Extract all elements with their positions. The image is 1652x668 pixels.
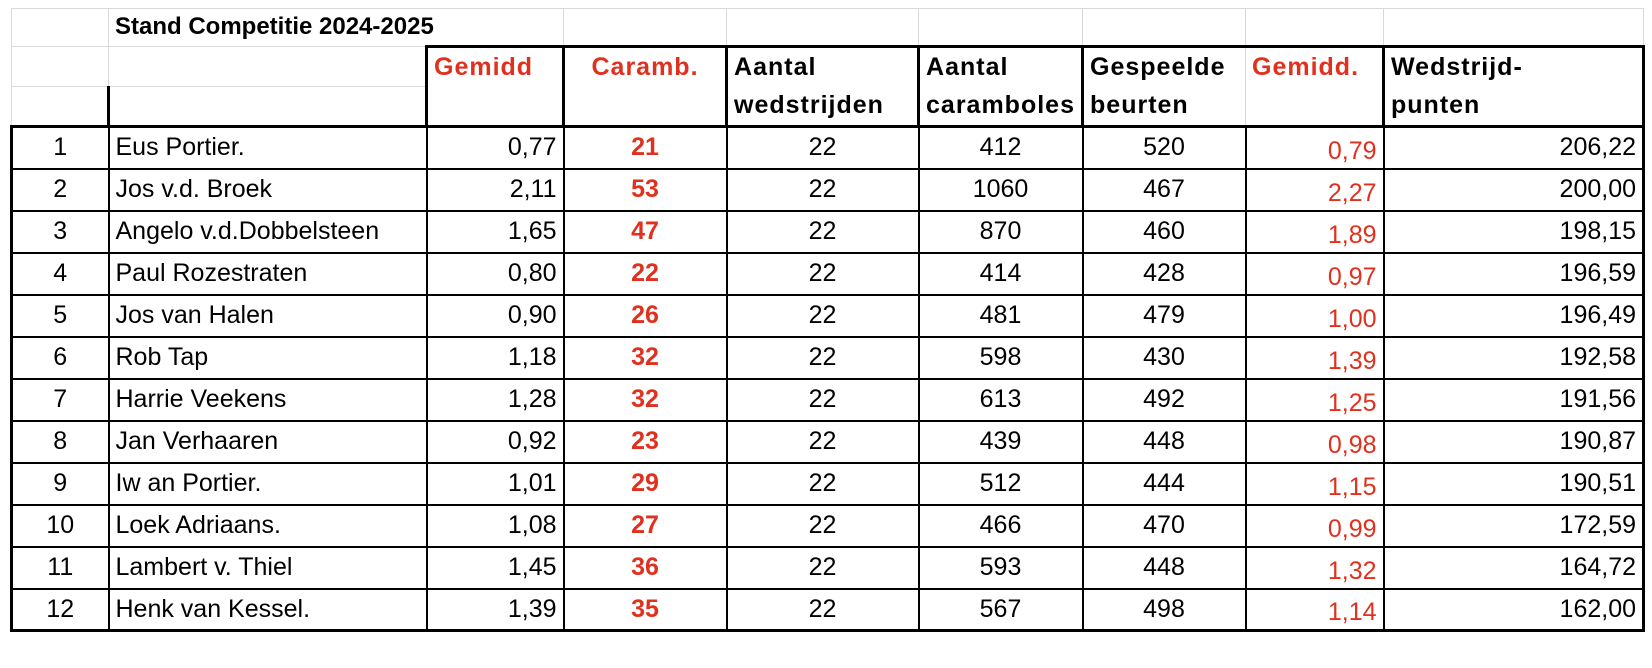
empty-cell bbox=[427, 87, 564, 127]
caramboles-cell: 613 bbox=[919, 379, 1083, 421]
punten-cell: 172,59 bbox=[1384, 505, 1644, 547]
rank-cell: 4 bbox=[12, 253, 109, 295]
gemidd-cell: 1,39 bbox=[427, 589, 564, 631]
header-wedstrijdpunten-2: punten bbox=[1384, 87, 1644, 127]
empty-cell bbox=[919, 9, 1083, 47]
table-row bbox=[12, 421, 1644, 463]
wedstrijden-cell: 22 bbox=[727, 295, 919, 337]
empty-cell bbox=[1246, 9, 1384, 47]
beurten-cell: 498 bbox=[1083, 589, 1246, 631]
player-name-cell: Jos van Halen bbox=[109, 295, 427, 337]
player-name-cell: Lambert v. Thiel bbox=[109, 547, 427, 589]
caramb-cell: 29 bbox=[564, 463, 727, 505]
empty-cell bbox=[12, 87, 109, 127]
caramb-cell: 21 bbox=[564, 127, 727, 169]
punten-cell: 162,00 bbox=[1384, 589, 1644, 631]
rank-cell: 5 bbox=[12, 295, 109, 337]
empty-cell bbox=[1246, 87, 1384, 127]
player-name-cell: Paul Rozestraten bbox=[109, 253, 427, 295]
gemidd-cell: 1,01 bbox=[427, 463, 564, 505]
gemidd-cell: 1,18 bbox=[427, 337, 564, 379]
player-name-cell: Harrie Veekens bbox=[109, 379, 427, 421]
beurten-cell: 430 bbox=[1083, 337, 1246, 379]
caramb-cell: 26 bbox=[564, 295, 727, 337]
beurten-cell: 448 bbox=[1083, 421, 1246, 463]
gemidd2-cell: 1,39 bbox=[1246, 337, 1384, 379]
gemidd-cell: 2,11 bbox=[427, 169, 564, 211]
header-wedstrijdpunten-1: Wedstrijd- bbox=[1384, 47, 1644, 87]
wedstrijden-cell: 22 bbox=[727, 421, 919, 463]
beurten-cell: 467 bbox=[1083, 169, 1246, 211]
rank-cell: 3 bbox=[12, 211, 109, 253]
standings-rows bbox=[12, 127, 1644, 631]
table-row bbox=[12, 379, 1644, 421]
wedstrijden-cell: 22 bbox=[727, 253, 919, 295]
gemidd2-cell: 0,97 bbox=[1246, 253, 1384, 295]
gemidd2-cell: 1,89 bbox=[1246, 211, 1384, 253]
punten-cell: 198,15 bbox=[1384, 211, 1644, 253]
caramb-cell: 22 bbox=[564, 253, 727, 295]
beurten-cell: 448 bbox=[1083, 547, 1246, 589]
empty-cell bbox=[564, 87, 727, 127]
caramboles-cell: 512 bbox=[919, 463, 1083, 505]
caramb-cell: 35 bbox=[564, 589, 727, 631]
header-gemidd: Gemidd bbox=[427, 47, 564, 87]
header-gemidd2: Gemidd. bbox=[1246, 47, 1384, 87]
punten-cell: 200,00 bbox=[1384, 169, 1644, 211]
empty-cell bbox=[109, 47, 427, 87]
caramb-cell: 32 bbox=[564, 337, 727, 379]
player-name-cell: Eus Portier. bbox=[109, 127, 427, 169]
table-row bbox=[12, 169, 1644, 211]
punten-cell: 190,87 bbox=[1384, 421, 1644, 463]
wedstrijden-cell: 22 bbox=[727, 379, 919, 421]
rank-cell: 6 bbox=[12, 337, 109, 379]
empty-cell bbox=[1083, 9, 1246, 47]
wedstrijden-cell: 22 bbox=[727, 127, 919, 169]
caramb-cell: 53 bbox=[564, 169, 727, 211]
header-aantal-wedstrijden-1: Aantal bbox=[727, 47, 919, 87]
punten-cell: 190,51 bbox=[1384, 463, 1644, 505]
punten-cell: 164,72 bbox=[1384, 547, 1644, 589]
rank-cell: 7 bbox=[12, 379, 109, 421]
table-row bbox=[12, 589, 1644, 631]
beurten-cell: 492 bbox=[1083, 379, 1246, 421]
rank-cell: 11 bbox=[12, 547, 109, 589]
caramb-cell: 36 bbox=[564, 547, 727, 589]
gemidd2-cell: 1,14 bbox=[1246, 589, 1384, 631]
player-name-cell: Henk van Kessel. bbox=[109, 589, 427, 631]
caramboles-cell: 1060 bbox=[919, 169, 1083, 211]
standings-table bbox=[10, 8, 1645, 632]
table-row bbox=[12, 547, 1644, 589]
gemidd2-cell: 1,25 bbox=[1246, 379, 1384, 421]
caramb-cell: 23 bbox=[564, 421, 727, 463]
wedstrijden-cell: 22 bbox=[727, 337, 919, 379]
beurten-cell: 470 bbox=[1083, 505, 1246, 547]
gemidd2-cell: 0,79 bbox=[1246, 127, 1384, 169]
caramboles-cell: 466 bbox=[919, 505, 1083, 547]
gemidd2-cell: 0,98 bbox=[1246, 421, 1384, 463]
gemidd2-cell: 1,00 bbox=[1246, 295, 1384, 337]
player-name-cell: Angelo v.d.Dobbelsteen bbox=[109, 211, 427, 253]
gemidd-cell: 0,92 bbox=[427, 421, 564, 463]
caramb-cell: 27 bbox=[564, 505, 727, 547]
player-name-cell: Iw an Portier. bbox=[109, 463, 427, 505]
player-name-cell: Rob Tap bbox=[109, 337, 427, 379]
rank-cell: 8 bbox=[12, 421, 109, 463]
caramboles-cell: 439 bbox=[919, 421, 1083, 463]
beurten-cell: 460 bbox=[1083, 211, 1246, 253]
wedstrijden-cell: 22 bbox=[727, 547, 919, 589]
gemidd2-cell: 1,15 bbox=[1246, 463, 1384, 505]
empty-cell bbox=[727, 9, 919, 47]
punten-cell: 191,56 bbox=[1384, 379, 1644, 421]
page-title: Stand Competitie 2024-2025 bbox=[109, 9, 564, 47]
rank-cell: 9 bbox=[12, 463, 109, 505]
beurten-cell: 479 bbox=[1083, 295, 1246, 337]
caramboles-cell: 598 bbox=[919, 337, 1083, 379]
caramboles-cell: 481 bbox=[919, 295, 1083, 337]
wedstrijden-cell: 22 bbox=[727, 505, 919, 547]
header-aantal-caramboles-1: Aantal bbox=[919, 47, 1083, 87]
gemidd2-cell: 1,32 bbox=[1246, 547, 1384, 589]
gemidd-cell: 1,65 bbox=[427, 211, 564, 253]
punten-cell: 196,49 bbox=[1384, 295, 1644, 337]
header-gespeelde-1: Gespeelde bbox=[1083, 47, 1246, 87]
empty-cell bbox=[109, 87, 427, 127]
table-row bbox=[12, 505, 1644, 547]
gemidd-cell: 0,77 bbox=[427, 127, 564, 169]
wedstrijden-cell: 22 bbox=[727, 211, 919, 253]
table-row bbox=[12, 211, 1644, 253]
gemidd2-cell: 2,27 bbox=[1246, 169, 1384, 211]
gemidd2-cell: 0,99 bbox=[1246, 505, 1384, 547]
player-name-cell: Jos v.d. Broek bbox=[109, 169, 427, 211]
table-row bbox=[12, 337, 1644, 379]
wedstrijden-cell: 22 bbox=[727, 463, 919, 505]
beurten-cell: 428 bbox=[1083, 253, 1246, 295]
gemidd-cell: 0,90 bbox=[427, 295, 564, 337]
rank-cell: 10 bbox=[12, 505, 109, 547]
caramboles-cell: 414 bbox=[919, 253, 1083, 295]
table-row bbox=[12, 127, 1644, 169]
punten-cell: 192,58 bbox=[1384, 337, 1644, 379]
caramb-cell: 32 bbox=[564, 379, 727, 421]
header-aantal-wedstrijden-2: wedstrijden bbox=[727, 87, 919, 127]
punten-cell: 196,59 bbox=[1384, 253, 1644, 295]
caramboles-cell: 412 bbox=[919, 127, 1083, 169]
beurten-cell: 444 bbox=[1083, 463, 1246, 505]
empty-cell bbox=[12, 47, 109, 87]
header-aantal-caramboles-2: caramboles bbox=[919, 87, 1083, 127]
caramboles-cell: 593 bbox=[919, 547, 1083, 589]
player-name-cell: Loek Adriaans. bbox=[109, 505, 427, 547]
punten-cell: 206,22 bbox=[1384, 127, 1644, 169]
rank-cell: 1 bbox=[12, 127, 109, 169]
gemidd-cell: 1,45 bbox=[427, 547, 564, 589]
wedstrijden-cell: 22 bbox=[727, 169, 919, 211]
empty-cell bbox=[1384, 9, 1644, 47]
empty-cell bbox=[12, 9, 109, 47]
beurten-cell: 520 bbox=[1083, 127, 1246, 169]
caramboles-cell: 567 bbox=[919, 589, 1083, 631]
empty-cell bbox=[564, 9, 727, 47]
wedstrijden-cell: 22 bbox=[727, 589, 919, 631]
gemidd-cell: 1,08 bbox=[427, 505, 564, 547]
header-caramb: Caramb. bbox=[564, 47, 727, 87]
table-row bbox=[12, 295, 1644, 337]
caramboles-cell: 870 bbox=[919, 211, 1083, 253]
gemidd-cell: 1,28 bbox=[427, 379, 564, 421]
rank-cell: 2 bbox=[12, 169, 109, 211]
rank-cell: 12 bbox=[12, 589, 109, 631]
gemidd-cell: 0,80 bbox=[427, 253, 564, 295]
table-row bbox=[12, 253, 1644, 295]
caramb-cell: 47 bbox=[564, 211, 727, 253]
player-name-cell: Jan Verhaaren bbox=[109, 421, 427, 463]
table-row bbox=[12, 463, 1644, 505]
header-gespeelde-2: beurten bbox=[1083, 87, 1246, 127]
